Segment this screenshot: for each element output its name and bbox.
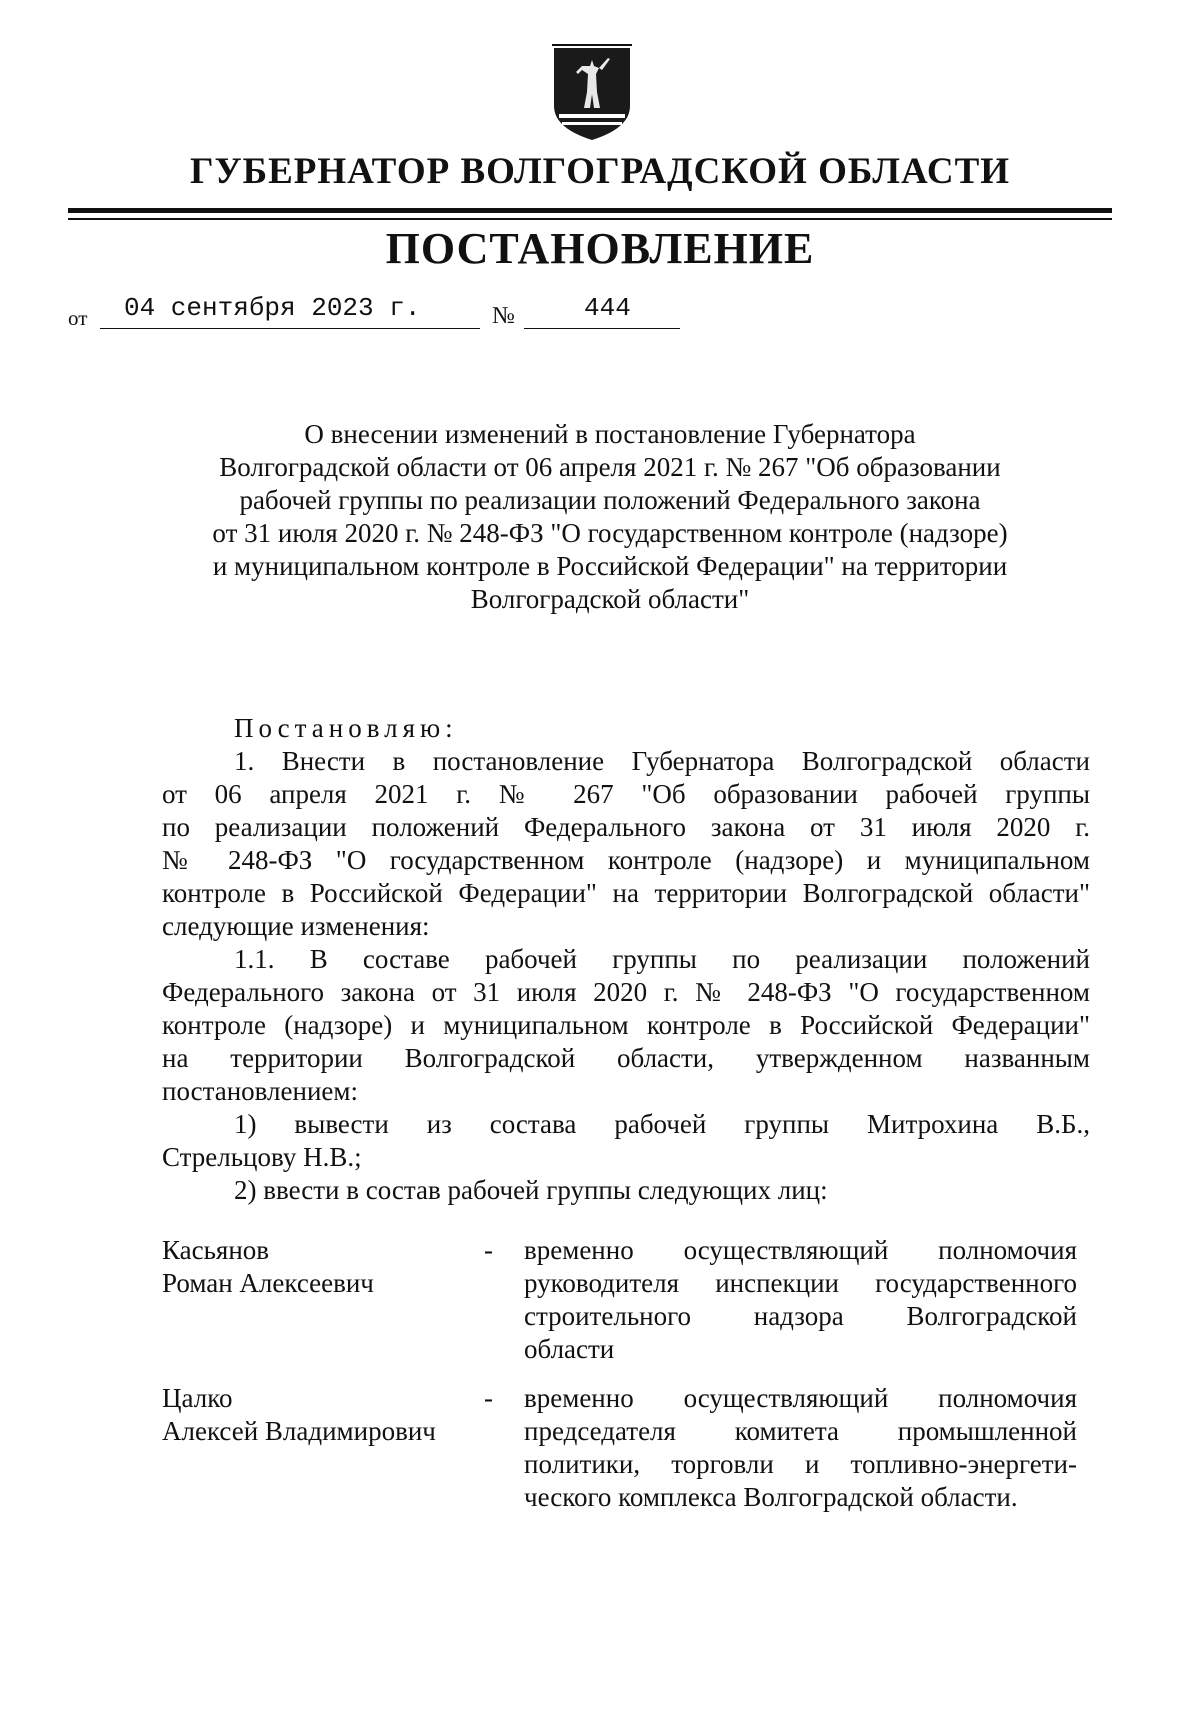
header-rule — [68, 208, 1112, 213]
paragraph-1-1 — [162, 943, 1090, 1108]
body-line: № 248-ФЗ "О государственном контроле (надзоре) и муниципальном — [162, 845, 1090, 875]
position-line: строительного надзора Волгоградской — [524, 1301, 1077, 1331]
body-line: постановлением: — [162, 1076, 358, 1106]
person-surname: Цалко — [162, 1383, 233, 1413]
body-line: от 06 апреля 2021 г. № 267 "Об образовании рабочей группы — [162, 779, 1090, 809]
person-surname: Касьянов — [162, 1235, 270, 1265]
header-rule-thin — [68, 218, 1112, 220]
title-line: О внесении изменений в постановление Губернатора — [304, 419, 916, 449]
position-line: политики, торговли и топливно-энергети- — [524, 1449, 1077, 1479]
body-line: 2) ввести в состав рабочей группы следующих лиц: — [234, 1175, 828, 1205]
person-dash: - — [484, 1383, 493, 1413]
position-line: председателя комитета промышленной — [524, 1416, 1077, 1446]
body-line: 1. Внести в постановление Губернатора Волгоградской области — [234, 746, 1090, 776]
person-position — [524, 1382, 1077, 1514]
person-name — [162, 1382, 462, 1448]
body-line: 1.1. В составе рабочей группы по реализации положений — [234, 944, 1090, 974]
document-type: ПОСТАНОВЛЕНИЕ — [385, 224, 815, 273]
number-sign: № — [492, 303, 515, 329]
paragraph-1 — [162, 745, 1090, 943]
body-line: контроле (надзоре) и муниципальном контроле в Российской Федерации" — [162, 1010, 1090, 1040]
title-line: Волгоградской области" — [470, 584, 750, 614]
body-line: на территории Волгоградской области, утвержденном названным — [162, 1043, 1090, 1073]
person-name — [162, 1234, 462, 1300]
item-2 — [162, 1174, 1090, 1207]
title-line: Волгоградской области от 06 апреля 2021 г. № 267 "Об образовании — [219, 452, 1001, 482]
document-number: 444 — [584, 293, 631, 323]
title-line: от 31 июля 2020 г. № 248-ФЗ "О государственном контроле (надзоре) — [212, 518, 1008, 548]
position-line: ческого комплекса Волгоградской области. — [524, 1482, 1018, 1512]
person-given-names: Алексей Владимирович — [162, 1416, 436, 1446]
item-1 — [162, 1108, 1090, 1174]
document-body — [162, 745, 1090, 1207]
position-line: области — [524, 1334, 615, 1364]
body-line: по реализации положений Федерального закона от 31 июля 2020 г. — [162, 812, 1090, 842]
resolution-intro: Постановляю: — [234, 713, 458, 743]
body-line: 1) вывести из состава рабочей группы Митрохина В.Б., — [234, 1109, 1090, 1139]
date-prefix: от — [68, 306, 88, 330]
body-line: следующие изменения: — [162, 911, 430, 941]
document-date: 04 сентября 2023 г. — [124, 293, 421, 323]
position-line: временно осуществляющий полномочия — [524, 1235, 1077, 1265]
position-line: временно осуществляющий полномочия — [524, 1383, 1077, 1413]
body-line: Федерального закона от 31 июля 2020 г. № 248-ФЗ "О государственном — [162, 977, 1090, 1007]
title-line: рабочей группы по реализации положений Федерального закона — [239, 485, 981, 515]
position-line: руководителя инспекции государственного — [524, 1268, 1077, 1298]
body-line: Стрельцову Н.В.; — [162, 1142, 362, 1172]
coat-of-arms-icon — [552, 44, 632, 144]
person-given-names: Роман Алексеевич — [162, 1268, 374, 1298]
title-line: и муниципальном контроле в Российской Федерации" на территории — [212, 551, 1008, 581]
document-title — [190, 418, 1030, 616]
body-line: контроле в Российской Федерации" на территории Волгоградской области" — [162, 878, 1090, 908]
person-position — [524, 1234, 1077, 1366]
organization-name: ГУБЕРНАТОР ВОЛГОГРАДСКОЙ ОБЛАСТИ — [189, 151, 1011, 192]
person-dash: - — [484, 1235, 493, 1265]
